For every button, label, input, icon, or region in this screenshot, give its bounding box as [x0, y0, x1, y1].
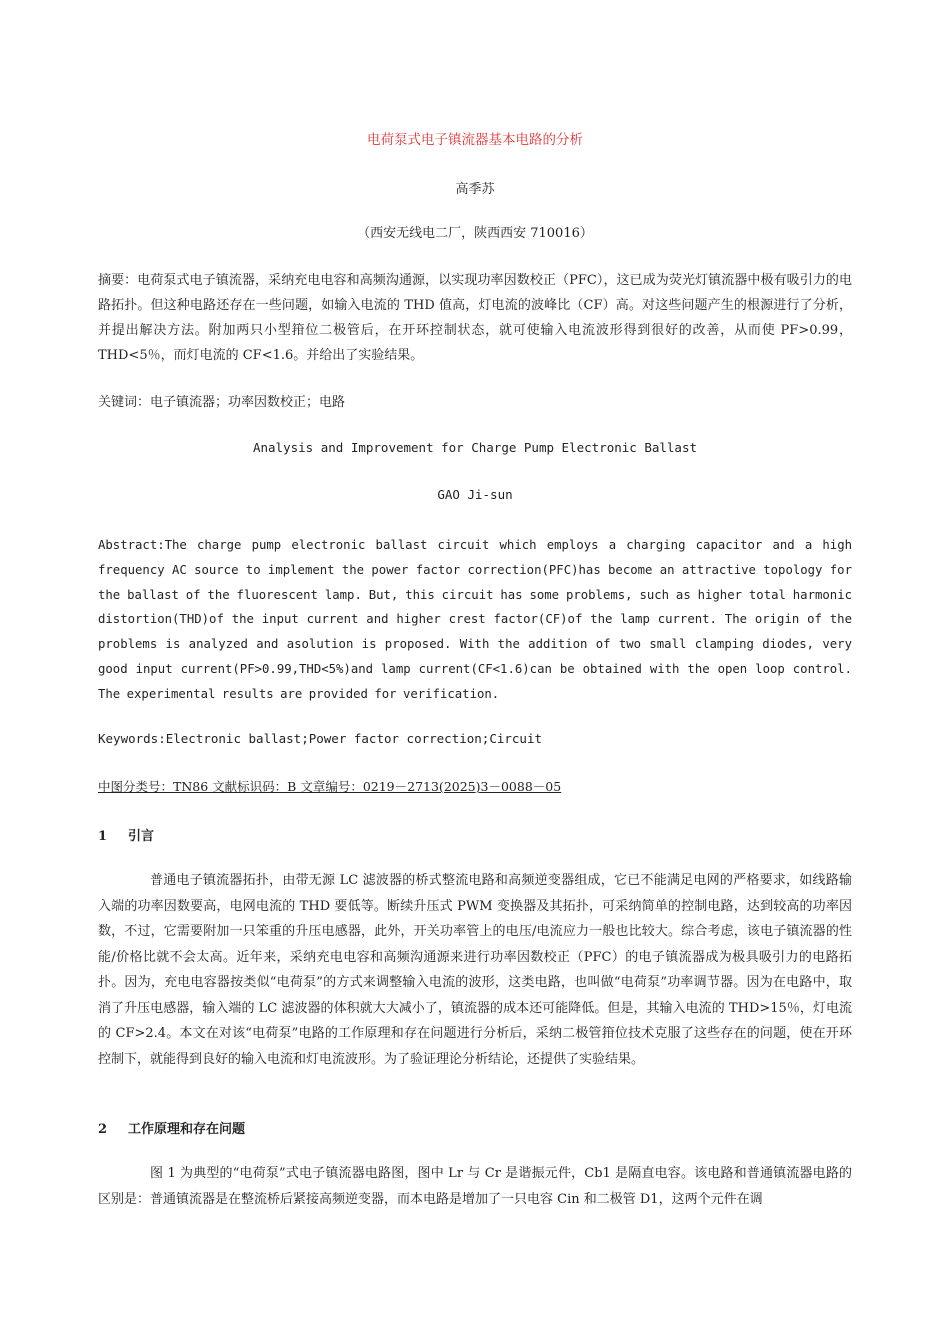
author-name: 高季苏 [455, 182, 495, 197]
keywords-chinese: 关键词：电子镇流器；功率因数校正；电路 [98, 395, 346, 410]
paper-title-english: Analysis and Improvement for Charge Pump Electronic Ballast [252, 440, 697, 455]
section-number: 2 [98, 1122, 108, 1137]
section-body-introduction: 普通电子镇流器拓扑，由带无源 LC 滤波器的桥式整流电路和高频逆变器组成，它已不能满足电网的严格要求，如线路输入端的功率因数要高，电网电流的 THD 要低等。断续升压式 PWM 变换器及其拓扑，可采纳简单的控制电路，达到较高的功率因数，不过，它需要附加一只笨重的升压电感器，此外，开关功率管上的电压/电流应力一般也比较大。综合考虑，该电子镇流器的性能/价格比就不会太高。近年来，采纳充电电容和高频沟通源来进行功率因数校正（PFC）的电子镇流器成为极具吸引力的电路拓扑。因为，充电电容器按类似“电荷泵”的方式来调整输入电流的波形，这类电路，也叫做“电荷泵”功率调节器。因为在电路中，取消了升压电感器，输入端的 LC 滤波器的体积就大大减小了，镇流器的成本还可能降低。但是，其输入电流的 THD>15％，灯电流的 CF>2.4。本文在对该“电荷泵”电路的工作原理和存在问题进行分析后，采纳二极管箝位技术克服了这些存在的问题，使在开环控制下，就能得到良好的输入电流和灯电流波形。为了验证理论分析结论，还提供了实验结果。 [98, 873, 852, 1067]
author-affiliation: （西安无线电二厂，陕西西安 710016） [357, 226, 593, 241]
section-heading-introduction [98, 825, 154, 844]
abstract-chinese: 摘要：电荷泵式电子镇流器，采纳充电电容和高频沟通源，以实现功率因数校正（PFC），这已成为荧光灯镇流器中极有吸引力的电路拓扑。但这种电路还存在一些问题，如输入电流的 THD 值高，灯电流的波峰比（CF）高。对这些问题产生的根源进行了分析，并提出解决方法。附加两只小型箝位二极管后，在开环控制状态，就可使输入电流波形得到很好的改善，从而使 PF>0.99，THD<5％，而灯电流的 CF<1.6。并给出了实验结果。 [98, 273, 852, 363]
section-number: 1 [98, 829, 108, 844]
section-body-principle: 图 1 为典型的“电荷泵”式电子镇流器电路图，图中 Lr 与 Cr 是谐振元件，Cb1 是隔直电容。该电路和普通镇流器电路的区别是：普通镇流器是在整流桥后紧接高频逆变器，而本电路是增加了一只电容 Cin 和二极管 D1，这两个元件在调 [98, 1166, 852, 1207]
abstract-english: Abstract:The charge pump electronic ballast circuit which employs a charging capacitor and a high frequency AC source to implement the power factor correction(PFC)has become an attractive topology for the ballast of the fluorescent lamp. But, this circuit has some problems, such as higher total harmonic distortion(THD)of the input current and higher crest factor(CF)of the lamp current. The origin of the problems is analyzed and asolution is proposed. With the addition of two small clamping diodes, very good input current(PF>0.99,THD<5%)and lamp current(CF<1.6)can be obtained with the open loop control. The experimental results are provided for verification. [98, 538, 852, 701]
author-name-english: GAO Ji-sun [437, 487, 513, 502]
keywords-english: Keywords:Electronic ballast;Power factor correction;Circuit [98, 731, 543, 746]
paper-title: 电荷泵式电子镇流器基本电路的分析 [367, 132, 583, 148]
section-title: 引言 [128, 829, 155, 844]
classification-line: 中图分类号：TN86 文献标识码：B 文章编号：0219－2713(2025)3－0088－05 [98, 779, 562, 794]
section-heading-principle [98, 1118, 245, 1137]
section-title: 工作原理和存在问题 [128, 1122, 246, 1137]
